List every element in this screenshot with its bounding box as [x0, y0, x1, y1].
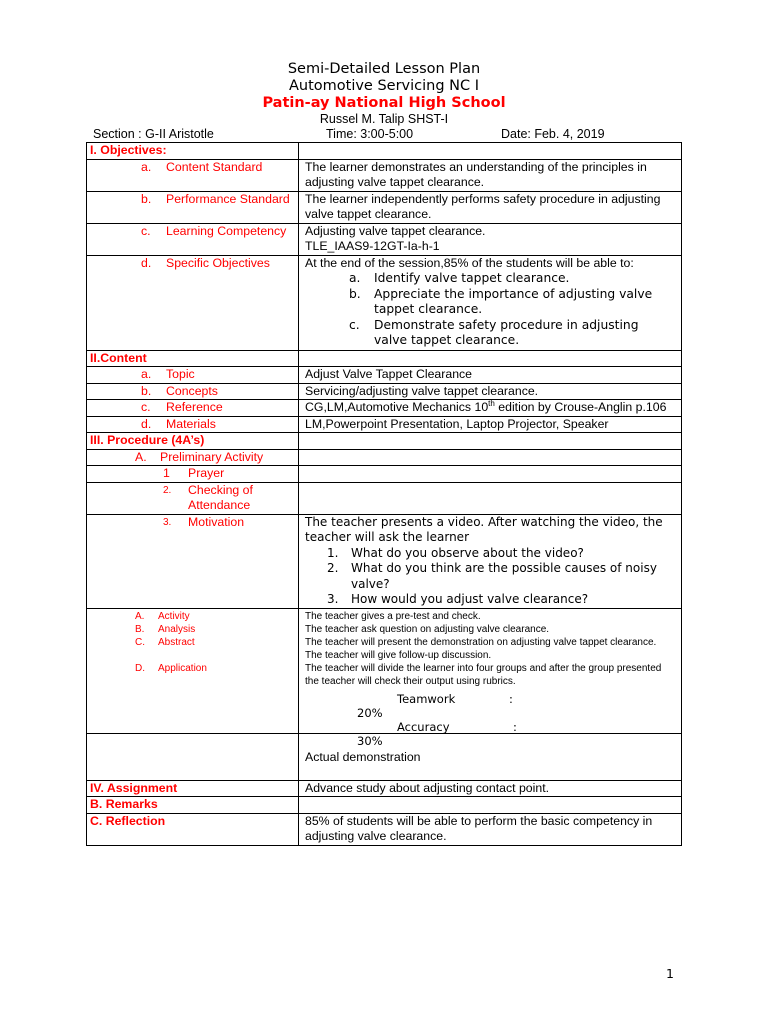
lesson-plan-table: [86, 142, 682, 846]
specific-objectives-label: Specific Objectives: [166, 255, 270, 270]
materials-value: LM,Powerpoint Presentation, Laptop Projector, Speaker: [299, 416, 682, 433]
reference-value: CG,LM,Automotive Mechanics 10th edition by Crouse-Anglin p.106: [299, 400, 682, 417]
list-item: Appreciate the importance of adjusting valve tappet clearance.: [374, 286, 653, 316]
table-row: [87, 797, 682, 814]
list-marker: B.: [135, 623, 145, 635]
table-row: [87, 383, 682, 400]
list-marker: D.: [135, 662, 145, 674]
list-marker: 1.: [327, 545, 339, 560]
abstract-text: The teacher will present the demonstration on adjusting valve tappet clearance.: [305, 636, 657, 648]
abstract-label: Abstract: [158, 636, 195, 648]
list-marker: c.: [349, 317, 360, 332]
teacher-name: Russel M. Talip SHST-I: [319, 112, 449, 126]
topic-value: Adjust Valve Tappet Clearance: [299, 367, 682, 384]
assignment-label: IV. Assignment: [87, 780, 299, 797]
preliminary-activity-label: Preliminary Activity: [160, 449, 264, 464]
remarks-label: B. Remarks: [87, 797, 299, 814]
table-row: [87, 433, 682, 450]
concepts-label: Concepts: [166, 383, 218, 398]
motivation-intro: The teacher presents a video. After watching the video, the teacher will ask the learner: [305, 514, 663, 544]
table-row: [87, 733, 682, 780]
table-row: [87, 780, 682, 797]
list-marker: 3.: [163, 516, 172, 528]
list-marker: C.: [135, 636, 145, 648]
content-heading: II.Content: [87, 350, 299, 367]
attendance-label: Checking of Attendance: [188, 482, 253, 512]
list-marker: 2.: [163, 484, 172, 496]
rubric-teamwork-pct: 20%: [357, 705, 383, 720]
prayer-label: Prayer: [188, 466, 225, 480]
list-marker: 1: [163, 466, 170, 480]
concepts-value: Servicing/adjusting valve tappet clearance.: [299, 383, 682, 400]
lesson-plan-subtitle: Automotive Servicing NC I: [288, 78, 480, 94]
table-row: [87, 143, 682, 160]
list-marker: a.: [141, 367, 152, 381]
table-row: [87, 350, 682, 367]
procedure-heading: III. Procedure (4A’s): [87, 433, 299, 450]
list-marker: 3.: [327, 592, 339, 606]
list-marker: d.: [141, 416, 152, 431]
rubric-teamwork-name: Teamwork: [397, 691, 456, 706]
reference-label: Reference: [166, 400, 223, 414]
table-row: [87, 367, 682, 384]
demonstration-text: Actual demonstration: [305, 749, 421, 764]
activity-label: Activity: [158, 610, 190, 622]
learning-competency-value: Adjusting valve tappet clearance.: [305, 223, 486, 238]
list-marker: d.: [141, 255, 152, 270]
list-marker: 2.: [327, 561, 339, 575]
rubric-accuracy-pct: 30%: [357, 733, 383, 748]
rubric-accuracy-name: Accuracy: [397, 719, 450, 734]
list-marker: a.: [349, 271, 361, 285]
table-row: [87, 466, 682, 483]
table-row: [87, 400, 682, 417]
section-info: Section : G-II Aristotle: [93, 127, 214, 141]
table-row: [87, 255, 682, 350]
school-name: Patin-ay National High School: [262, 95, 506, 111]
list-marker: A.: [135, 449, 147, 464]
table-row: [87, 813, 682, 845]
list-marker: b.: [349, 286, 361, 301]
remarks-value: [299, 797, 682, 814]
performance-standard-label: Performance Standard: [166, 191, 290, 206]
topic-label: Topic: [166, 367, 195, 381]
list-marker: b.: [141, 191, 152, 206]
materials-label: Materials: [166, 416, 216, 431]
application-text: The teacher will give follow-up discussion.: [305, 649, 492, 661]
analysis-text: The teacher ask question on adjusting valve clearance.: [305, 623, 550, 635]
table-row: [87, 191, 682, 223]
list-item: What do you think are the possible causes of noisy valve?: [351, 561, 657, 591]
rubric-separator: :: [513, 719, 517, 734]
analysis-label: Analysis: [158, 623, 196, 635]
group-text: The teacher will divide the learner into four groups and after the group presented the teacher will check their output using rubrics.: [305, 662, 662, 687]
table-row: [87, 608, 682, 733]
motivation-label: Motivation: [188, 514, 245, 529]
content-standard-label: Content Standard: [166, 159, 263, 174]
date-info: Date: Feb. 4, 2019: [501, 127, 605, 141]
table-row: [87, 223, 682, 255]
list-marker: A.: [135, 610, 145, 622]
table-row: [87, 159, 682, 191]
list-marker: a.: [141, 159, 152, 174]
reflection-label: C. Reflection: [87, 813, 299, 845]
list-marker: c.: [141, 400, 151, 414]
table-row: [87, 449, 682, 466]
list-item: Demonstrate safety procedure in adjusting valve tappet clearance.: [374, 317, 639, 347]
table-row: [87, 514, 682, 608]
list-marker: b.: [141, 383, 152, 398]
time-info: Time: 3:00-5:00: [326, 127, 414, 141]
lesson-plan-title: Semi-Detailed Lesson Plan: [287, 61, 481, 77]
list-marker: c.: [141, 223, 151, 238]
activity-text: The teacher gives a pre-test and check.: [305, 610, 481, 622]
application-label: Application: [158, 662, 207, 674]
list-item: How would you adjust valve clearance?: [351, 592, 589, 606]
content-standard-value: The learner demonstrates an understanding of the principles in adjusting valve tappet clearance.: [299, 159, 682, 191]
specific-objectives-intro: At the end of the session,85% of the students will be able to:: [305, 255, 634, 270]
rubric-separator: :: [509, 691, 513, 706]
table-row: [87, 416, 682, 433]
page-number: 1: [666, 966, 674, 981]
performance-standard-value: The learner independently performs safety procedure in adjusting valve tappet clearance.: [299, 191, 682, 223]
assignment-value: Advance study about adjusting contact point.: [299, 780, 682, 797]
list-item: What do you observe about the video?: [351, 545, 584, 560]
learning-competency-label: Learning Competency: [166, 223, 287, 238]
learning-competency-code: TLE_IAAS9-12GT-Ia-h-1: [305, 239, 440, 253]
objectives-heading: I. Objectives:: [87, 143, 299, 160]
table-row: [87, 482, 682, 514]
rubric: [305, 691, 675, 748]
list-item: Identify valve tappet clearance.: [374, 271, 570, 285]
reflection-value: 85% of students will be able to perform the basic competency in adjusting valve clearance.: [299, 813, 682, 845]
